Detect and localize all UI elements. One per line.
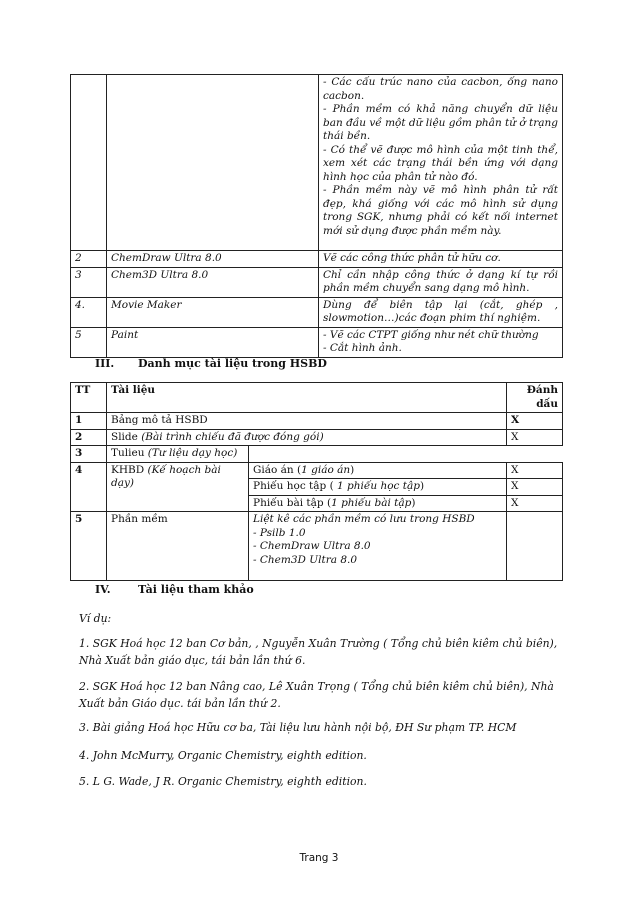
desc-line: - Phần mềm này vẽ mô hình phân tử rất đẹp, khá giống với các mô hình sử dụng trong SGK, nhưng phải có kết nối internet mới sử dụng được phần mềm này. [323, 184, 558, 237]
desc-line: - Phần mềm có khả năng chuyển dữ liệu ban đầu về một dữ liệu gồm phân tử ở trạng thái bền. [323, 103, 558, 142]
document-note: (Kế hoạch bài dạy) [111, 463, 221, 489]
document-name [107, 446, 249, 463]
sub-label: Giáo án ( [253, 463, 302, 476]
software-list-line: - ChemDraw Ultra 8.0 [253, 540, 371, 552]
references-intro: Ví dụ: [79, 612, 112, 625]
table-row [71, 267, 563, 297]
desc-line: - Vẽ các CTPT giống như nét chữ thường [323, 328, 539, 341]
document-name [107, 429, 507, 446]
sub-end: ) [350, 463, 355, 476]
row-number: 5 [71, 512, 107, 581]
header-document: Tài liệu [107, 383, 507, 413]
reference-item: 3. Bài giảng Hoá học Hữu cơ ba, Tài liệu lưu hành nội bộ, ĐH Sư phạm TP. HCM [79, 721, 517, 734]
empty-cell [249, 446, 563, 463]
table-row [71, 512, 563, 581]
software-desc: Dùng để biên tập lại (cắt, ghép , slowmotion…)các đoạn phim thí nghiệm. [319, 297, 563, 327]
row-number: 4 [71, 462, 107, 512]
desc-line: - Các cấu trúc nano của cacbon, ống nano cacbon. [323, 76, 558, 102]
table-row [71, 462, 563, 479]
table-row [71, 446, 563, 463]
section-number: IV. [95, 583, 111, 596]
sub-note: 1 phiếu học tập [337, 480, 420, 492]
table-cell [71, 75, 107, 251]
document-label: Tulieu [111, 447, 148, 459]
check-mark: X [507, 413, 563, 430]
document-label: KHBD [111, 463, 148, 476]
section-heading [95, 357, 327, 370]
table-header-row [71, 383, 563, 413]
document-name: Bảng mô tả HSBD [107, 413, 507, 430]
software-desc [319, 327, 563, 357]
sub-document [249, 462, 507, 479]
row-number: 5 [71, 327, 107, 357]
sub-document [249, 479, 507, 496]
header-mark: Đánh dấu [507, 383, 563, 413]
page-number: Trang 3 [299, 852, 339, 864]
document-name [107, 462, 249, 512]
table-row [71, 251, 563, 268]
software-list-line: - Chem3D Ultra 8.0 [253, 553, 358, 566]
table-row [71, 75, 563, 251]
software-desc: Vẽ các công thức phân tử hữu cơ. [319, 251, 563, 268]
documents-table [70, 382, 563, 581]
check-mark [507, 512, 563, 581]
check-mark: X [507, 495, 563, 512]
table-row [71, 413, 563, 430]
sub-end: ) [411, 496, 416, 509]
table-cell [319, 75, 563, 251]
table-row [71, 297, 563, 327]
software-name: Chem3D Ultra 8.0 [107, 267, 319, 297]
reference-item: 1. SGK Hoá học 12 ban Cơ bản, , Nguyễn Xuân Trường ( Tổng chủ biên kiêm chủ biên), Nhà Xuất bản giáo dục, tái bản lần thứ 6. [79, 637, 558, 667]
row-number: 2 [71, 429, 107, 446]
reference-item: 4. John McMurry, Organic Chemistry, eighth edition. [79, 749, 367, 762]
sub-note: 1 giáo án [301, 463, 351, 476]
table-row [71, 327, 563, 357]
document-label: Slide [111, 430, 142, 443]
section-number: III. [95, 357, 115, 370]
software-desc: Chỉ cần nhập công thức ở dạng kí tự rồi phần mềm chuyển sang dạng mô hình. [319, 267, 563, 297]
table-cell [107, 75, 319, 251]
desc-line: - Cắt hình ảnh. [323, 342, 402, 354]
section-heading [95, 583, 254, 596]
table-row [71, 429, 563, 446]
sub-note: 1 phiếu bài tập [331, 496, 412, 509]
check-mark: X [507, 429, 563, 446]
row-number: 2 [71, 251, 107, 268]
software-list [249, 512, 507, 581]
section-title: Danh mục tài liệu trong HSBD [138, 357, 327, 370]
row-number: 1 [71, 413, 107, 430]
software-list-line: Liệt kê các phần mềm có lưu trong HSBD [253, 513, 475, 525]
software-list-line: - Psilb 1.0 [253, 526, 306, 539]
row-number: 3 [71, 267, 107, 297]
sub-label: Phiếu học tập ( [253, 480, 338, 492]
sub-end: ) [419, 480, 425, 492]
sub-label: Phiếu bài tập ( [253, 496, 332, 509]
document-name: Phần mềm [107, 512, 249, 581]
check-mark: X [507, 479, 563, 496]
software-name: ChemDraw Ultra 8.0 [107, 251, 319, 268]
reference-item: 2. SGK Hoá học 12 ban Nâng cao, Lê Xuân Trọng ( Tổng chủ biên kiêm chủ biên), Nhà Xuất bản Giáo dục. tái bản lần thứ 2. [79, 680, 554, 710]
software-name: Movie Maker [107, 297, 319, 327]
software-table [70, 74, 563, 358]
reference-item: 5. L G. Wade, J R. Organic Chemistry, eighth edition. [79, 775, 367, 788]
sub-document [249, 495, 507, 512]
row-number: 4. [71, 297, 107, 327]
document-note: (Bài trình chiếu đã được đóng gói) [141, 430, 324, 443]
header-tt: TT [71, 383, 107, 413]
section-title: Tài liệu tham khảo [138, 583, 254, 596]
check-mark: X [507, 462, 563, 479]
document-note: (Tư liệu dạy học) [147, 447, 238, 459]
desc-line: - Có thể vẽ được mô hình của một tinh thể, xem xét các trạng thái bền ứng với dạng hình học của phân tử nào đó. [323, 143, 558, 183]
software-name: Paint [107, 327, 319, 357]
row-number: 3 [71, 446, 107, 463]
